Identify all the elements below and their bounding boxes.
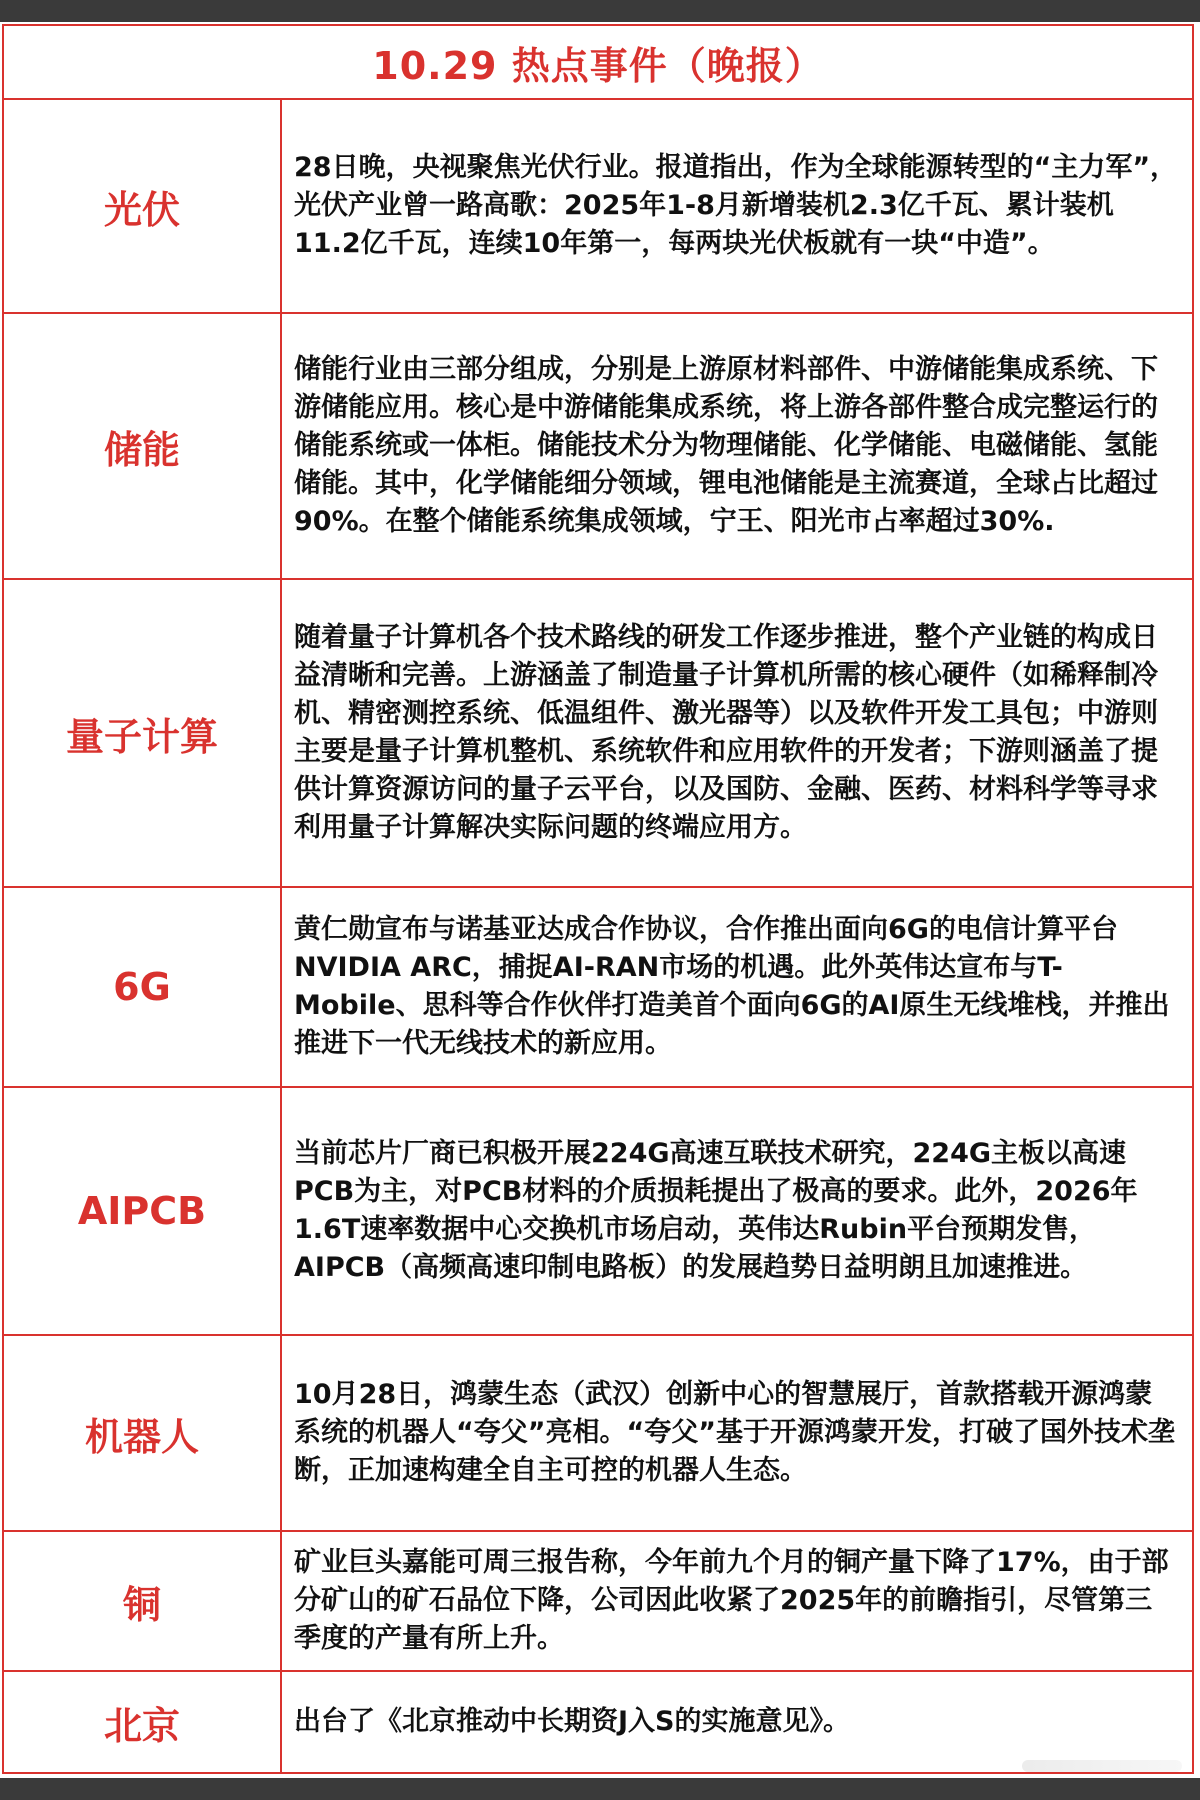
category-label: 6G: [4, 888, 282, 1086]
event-description: 矿业巨头嘉能可周三报告称，今年前九个月的铜产量下降了17%，由于部分矿山的矿石品位下降，公司因此收紧了2025年的前瞻指引，尽管第三季度的产量有所上升。: [294, 1547, 1169, 1654]
category-label: 储能: [4, 314, 282, 578]
table-row-energy-storage: [4, 314, 1192, 580]
top-dark-bar: [0, 0, 1200, 22]
category-label: 量子计算: [4, 580, 282, 886]
event-description: 出台了《北京推动中长期资J入S的实施意见》。: [294, 1706, 850, 1737]
report-sheet: [0, 22, 1200, 1778]
event-description: 10月28日，鸿蒙生态（武汉）创新中心的智慧展厅，首款搭载开源鸿蒙系统的机器人“夸父”亮相。“夸父”基于开源鸿蒙开发，打破了国外技术垄断，正加速构建全自主可控的机器人生态。: [294, 1379, 1175, 1486]
table-row-copper: [4, 1532, 1192, 1672]
table-row-aipcb: [4, 1088, 1192, 1336]
event-description: 28日晚，央视聚焦光伏行业。报道指出，作为全球能源转型的“主力军”，光伏产业曾一路高歌：2025年1-8月新增装机2.3亿千瓦、累计装机11.2亿千瓦，连续10年第一，每两块光伏板就有一块“中造”。: [294, 152, 1178, 259]
event-description: 随着量子计算机各个技术路线的研发工作逐步推进，整个产业链的构成日益清晰和完善。上游涵盖了制造量子计算机所需的核心硬件（如稀释制冷机、精密测控系统、低温组件、激光器等）以及软件开发工具包；中游则主要是量子计算机整机、系统软件和应用软件的开发者；下游则涵盖了提供计算资源访问的量子云平台，以及国防、金融、医药、材料科学等寻求利用量子计算解决实际问题的终端应用方。: [294, 622, 1158, 843]
scroll-indicator: [1022, 1760, 1182, 1772]
bottom-dark-bar: [0, 1778, 1200, 1800]
category-label: 铜: [4, 1532, 282, 1670]
category-label: 光伏: [4, 100, 282, 312]
table-row-quantum-computing: [4, 580, 1192, 888]
table-row-beijing: [4, 1672, 1192, 1772]
category-label: AIPCB: [4, 1088, 282, 1334]
category-label: 机器人: [4, 1336, 282, 1530]
table-title: [4, 26, 1192, 100]
table-row-photovoltaic: [4, 100, 1192, 314]
hot-events-table: [2, 24, 1194, 1774]
event-description: 当前芯片厂商已积极开展224G高速互联技术研究，224G主板以高速PCB为主，对PCB材料的介质损耗提出了极高的要求。此外，2026年1.6T速率数据中心交换机市场启动，英伟达Rubin平台预期发售，AIPCB（高频高速印制电路板）的发展趋势日益明朗且加速推进。: [294, 1138, 1138, 1283]
table-row-robot: [4, 1336, 1192, 1532]
event-description: 黄仁勋宣布与诺基亚达成合作协议，合作推出面向6G的电信计算平台NVIDIA ARC，捕捉AI-RAN市场的机遇。此外英伟达宣布与T-Mobile、思科等合作伙伴打造美首个面向6G的AI原生无线堆栈，并推出推进下一代无线技术的新应用。: [294, 914, 1170, 1059]
event-description: 储能行业由三部分组成，分别是上游原材料部件、中游储能集成系统、下游储能应用。核心是中游储能集成系统，将上游各部件整合成完整运行的储能系统或一体柜。储能技术分为物理储能、化学储能、电磁储能、氢能储能。其中，化学储能细分领域，锂电池储能是主流赛道，全球占比超过90%。在整个储能系统集成领域，宁王、阳光市占率超过30%.: [294, 354, 1158, 537]
category-label: 北京: [4, 1672, 282, 1772]
title-text: 10.29 热点事件（晚报）: [372, 43, 824, 88]
table-row-6g: [4, 888, 1192, 1088]
